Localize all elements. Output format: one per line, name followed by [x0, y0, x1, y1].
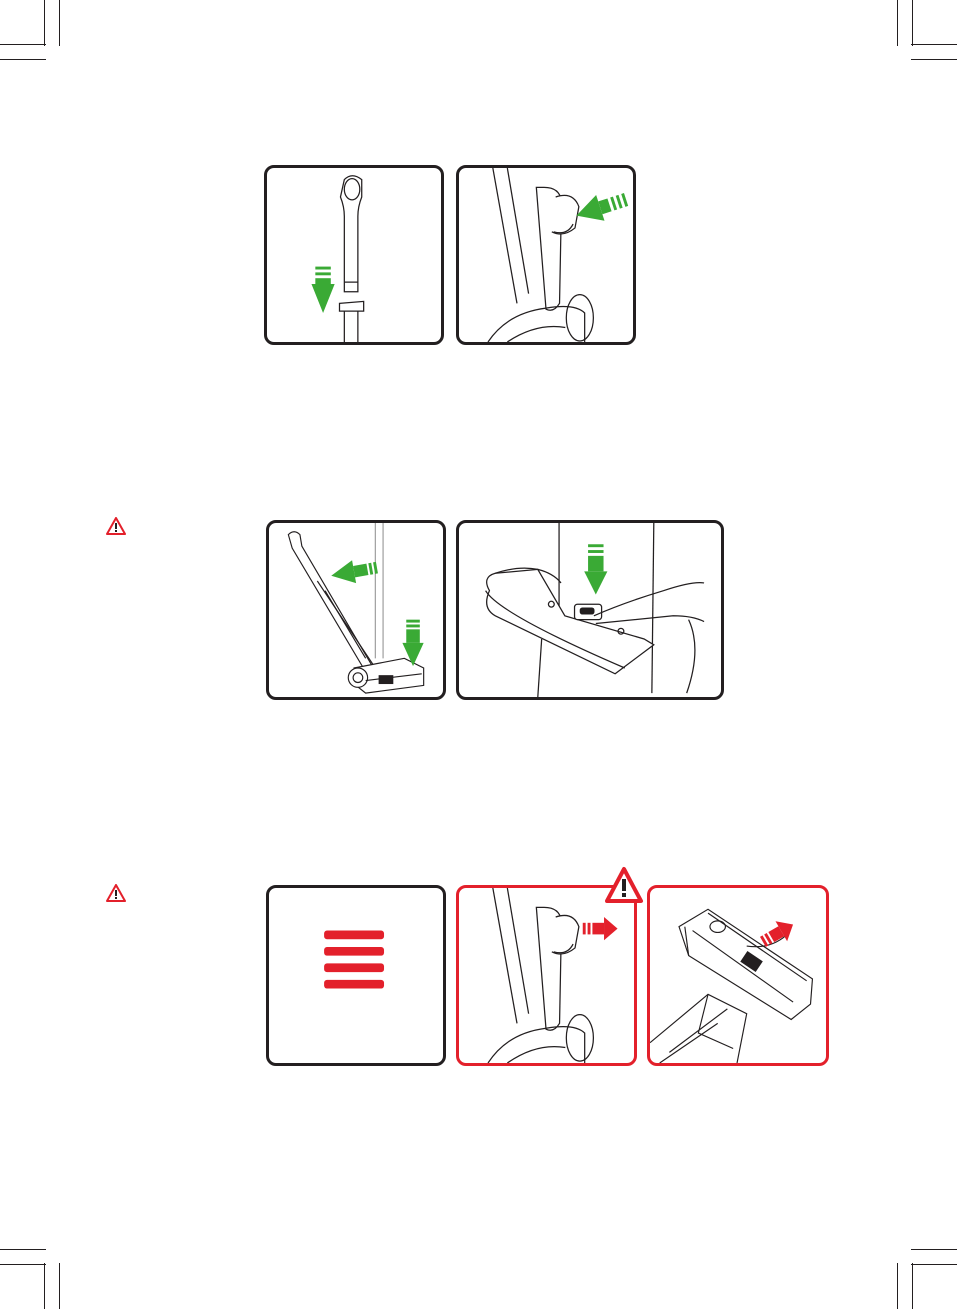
panel-foot-release-press	[456, 520, 724, 700]
crop-mark	[0, 59, 46, 60]
panel-red-stripes	[266, 885, 446, 1066]
crop-mark	[911, 44, 957, 45]
crop-mark	[912, 0, 913, 46]
crop-mark	[897, 1263, 898, 1309]
handle-insert-illustration	[267, 168, 441, 342]
panel-handle-remove	[456, 885, 637, 1066]
panel-brush-remove	[647, 885, 829, 1066]
crop-mark	[44, 1263, 45, 1309]
crop-mark	[59, 1263, 60, 1309]
arrow-right-icon	[583, 917, 618, 940]
handle-remove-illustration	[459, 888, 634, 1063]
crop-mark	[0, 1249, 46, 1250]
cleaner-tilt-illustration	[269, 523, 443, 697]
stripes-icon	[269, 888, 443, 1063]
arrow-down-icon	[584, 544, 607, 594]
warning-triangle-icon	[106, 517, 126, 535]
handle-attach-illustration	[459, 168, 633, 342]
warning-triangle-icon	[604, 866, 644, 904]
brush-remove-illustration	[650, 888, 826, 1063]
panel-handle-attach-press	[456, 165, 636, 345]
crop-mark	[911, 1264, 957, 1265]
foot-release-illustration	[459, 523, 721, 697]
crop-mark	[911, 1249, 957, 1250]
panel-handle-insert	[264, 165, 444, 345]
panel-cleaner-tilt	[266, 520, 446, 700]
arrow-left-icon	[329, 556, 379, 587]
warning-triangle-icon	[106, 884, 126, 902]
crop-mark	[0, 44, 46, 45]
crop-mark	[897, 0, 898, 46]
crop-mark	[44, 0, 45, 46]
crop-mark	[59, 0, 60, 46]
crop-mark	[912, 1263, 913, 1309]
arrow-down-icon	[311, 267, 334, 313]
crop-mark	[0, 1264, 46, 1265]
crop-mark	[911, 59, 957, 60]
arrow-left-icon	[572, 187, 630, 229]
